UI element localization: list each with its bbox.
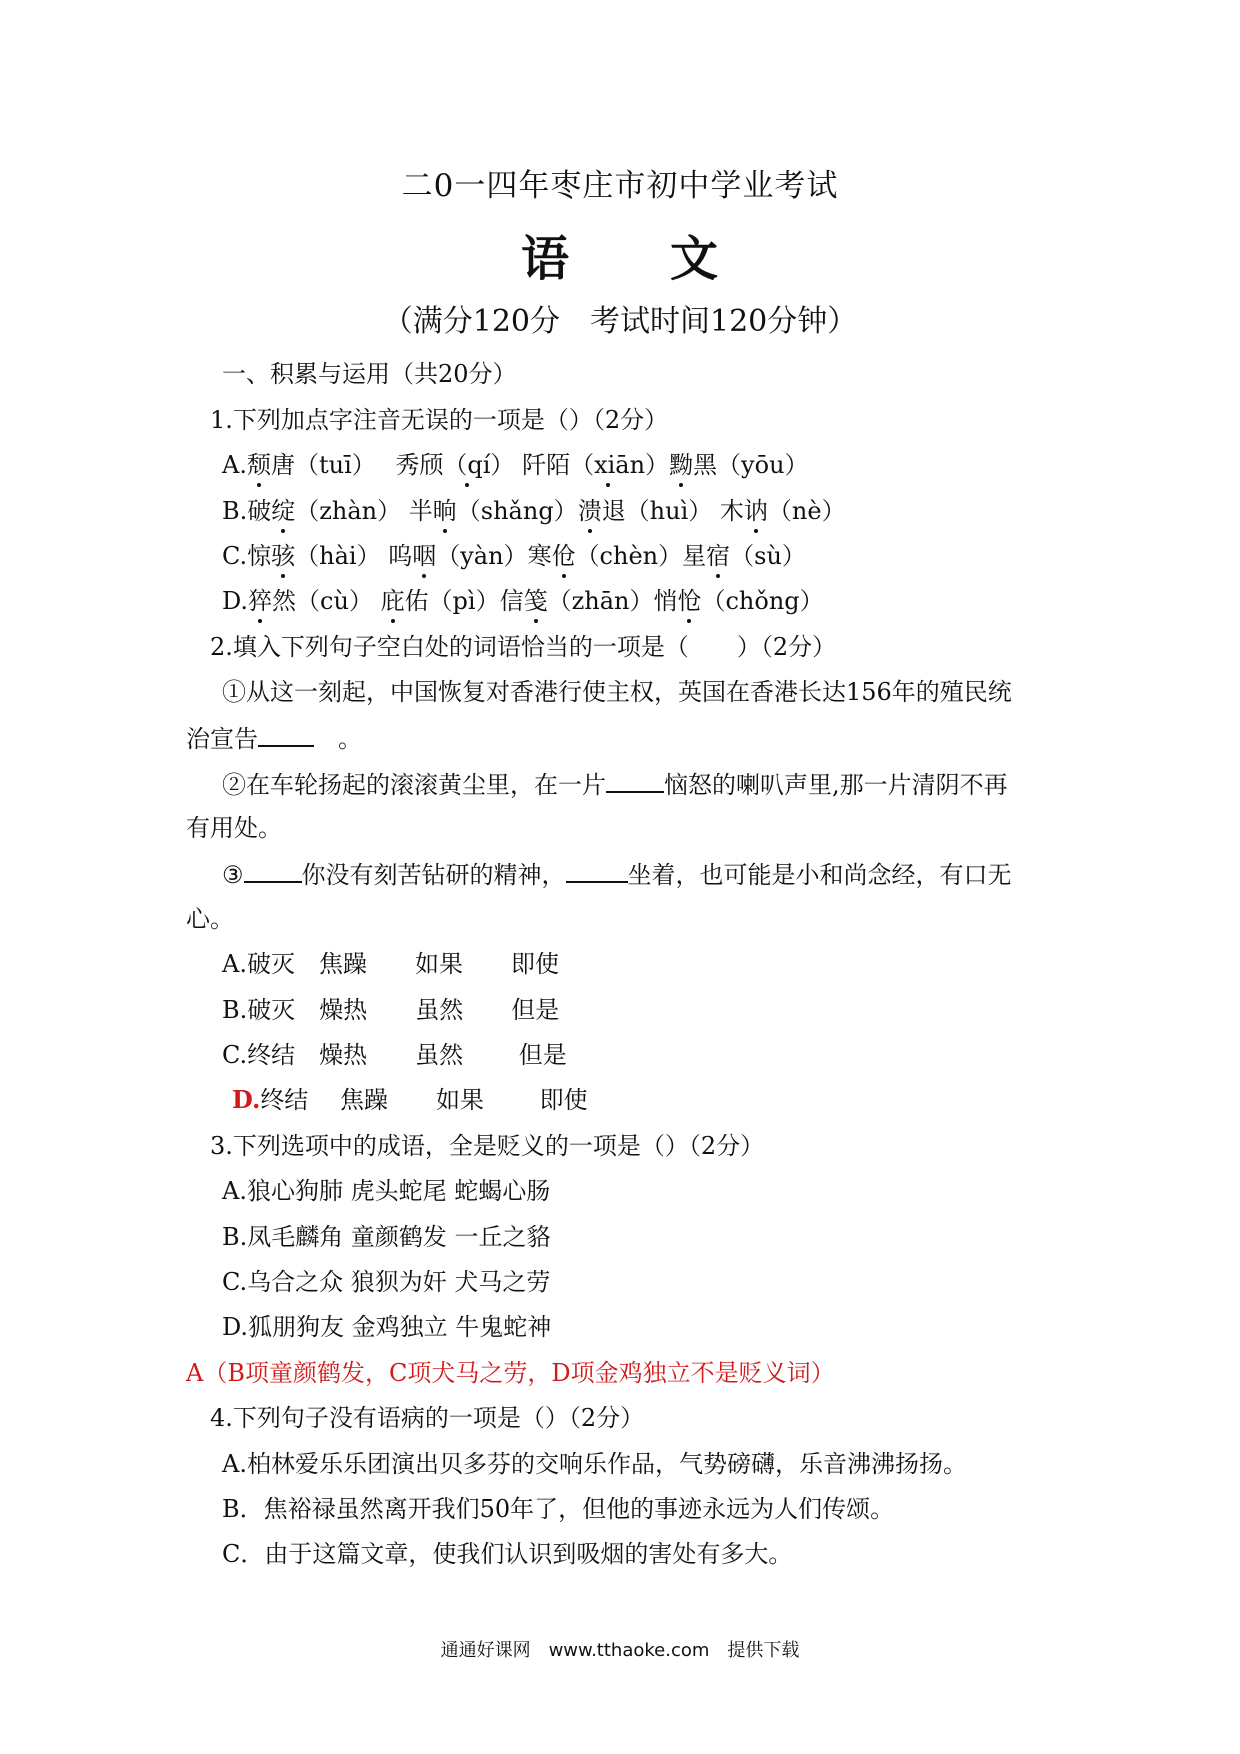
dotted-char: 绽: [271, 497, 296, 525]
text-segment: 终结 焦躁 如果 即使: [260, 1086, 588, 1114]
subject-char-1: 语: [520, 231, 570, 287]
dotted-char: 溃: [577, 497, 602, 525]
section-title: 一、积累与运用（共20分）: [222, 360, 517, 388]
exam-title: 二0一四年枣庄市初中学业考试: [401, 168, 839, 204]
dotted-char: 颀（qí）: [419, 451, 515, 479]
q4-option-b: B．焦裕禄虽然离开我们50年了，但他的事迹永远为人们传颂。: [222, 1495, 895, 1523]
text-segment: 黑（yōu）: [693, 451, 809, 479]
text-segment: （zhān）: [547, 587, 654, 615]
q2-sentence-1: ①从这一刻起，中国恢复对香港行使主权，英国在香港长达156年的殖民统: [222, 678, 1012, 706]
dotted-char: 骇: [271, 542, 296, 570]
text-segment: 星: [682, 542, 707, 570]
text-segment: （shǎng）: [456, 497, 578, 525]
dotted-char: 黝: [669, 451, 694, 479]
subject-char-2: 文: [670, 231, 720, 287]
exam-meta: （满分120分 考试时间120分钟）: [382, 304, 858, 339]
q4-stem: 4.下列句子没有语病的一项是（）（2分）: [210, 1404, 645, 1432]
dotted-char: 陌（xiān）: [546, 451, 670, 479]
dotted-char: 猝: [248, 587, 273, 615]
q1-option-c: [222, 540, 806, 572]
dotted-char: 晌: [432, 497, 457, 525]
text-segment: ③: [222, 861, 244, 889]
text-segment: 呜: [388, 542, 413, 570]
q1-option-a: [222, 449, 809, 481]
text-segment: 信: [499, 587, 524, 615]
q3-answer: A（B项童颜鹤发，C项犬马之劳，D项金鸡独立不是贬义词）: [186, 1359, 835, 1387]
text-segment: （chèn）: [575, 542, 683, 570]
dotted-char: 颓: [246, 451, 271, 479]
q3-option-c: C.乌合之众 狼狈为奸 犬马之劳: [222, 1268, 551, 1296]
dotted-char: 笺: [523, 587, 548, 615]
q4-option-a: A.柏林爱乐乐团演出贝多芬的交响乐作品，气势磅礴，乐音沸沸扬扬。: [222, 1450, 967, 1478]
text-segment: 悄: [653, 587, 678, 615]
fill-blank: [244, 857, 302, 883]
q3-stem: 3.下列选项中的成语，全是贬义的一项是（）（2分）: [210, 1132, 765, 1160]
dotted-char: 讷: [743, 497, 768, 525]
text-segment: 寒: [527, 542, 552, 570]
q1-stem: 1.下列加点字注音无误的一项是（）（2分）: [210, 406, 669, 434]
q2-option-b: B.破灭 燥热 虽然 但是: [222, 996, 560, 1024]
answer-label: D.: [232, 1085, 261, 1114]
text-segment: ②在车轮扬起的滚滚黄尘里，在一片: [222, 771, 606, 799]
text-segment: 坐着，也可能是小和尚念经，有口无: [627, 861, 1012, 889]
q2-sentence-3: [222, 857, 1012, 891]
text-segment: 佑（pì）: [404, 587, 500, 615]
q2-option-d: [232, 1084, 588, 1116]
text-segment: 退（huì）: [601, 497, 713, 525]
text-segment: 你没有刻苦钻研的精神，: [301, 861, 566, 889]
q2-sentence-3-cont: 心。: [186, 905, 234, 933]
q3-option-d: D.狐朋狗友 金鸡独立 牛鬼蛇神: [222, 1313, 552, 1341]
q3-option-b: B.凤毛麟角 童颜鹤发 一丘之貉: [222, 1223, 551, 1251]
subject-title: [0, 220, 1240, 289]
dotted-char: 伧: [551, 542, 576, 570]
text-segment: （nè）: [767, 497, 846, 525]
fill-blank: [606, 767, 664, 793]
page-footer: 通通好课网 www.tthaoke.com 提供下载: [440, 1640, 800, 1661]
text-segment: D.: [222, 587, 249, 615]
text-segment: （yàn）: [436, 542, 528, 570]
text-segment: 木: [719, 497, 744, 525]
q2-sentence-1-cont: [186, 721, 362, 755]
dotted-char: 庇: [380, 587, 405, 615]
text-segment: （zhàn）: [295, 497, 402, 525]
dotted-char: 宿: [706, 542, 731, 570]
q2-sentence-2: [222, 767, 1008, 801]
q2-stem: 2.填入下列句子空白处的词语恰当的一项是（ ）（2分）: [210, 633, 837, 661]
text-segment: A.: [222, 451, 247, 479]
text-segment: （chǒng）: [701, 587, 824, 615]
text-segment: 。: [338, 725, 362, 753]
q2-sentence-2-cont: 有用处。: [186, 814, 282, 842]
q4-option-c: C．由于这篇文章，使我们认识到吸烟的害处有多大。: [222, 1540, 793, 1568]
text-segment: 阡: [522, 451, 547, 479]
text-segment: （sù）: [730, 542, 806, 570]
q2-option-a: A.破灭 焦躁 如果 即使: [222, 950, 559, 978]
q1-option-b: [222, 495, 846, 527]
text-segment: 唐（tuī）: [270, 451, 364, 479]
text-segment: 秀: [395, 451, 420, 479]
dotted-char: 怆: [677, 587, 702, 615]
text-segment: 然（cù）: [272, 587, 373, 615]
text-segment: C.惊: [222, 542, 272, 570]
q1-option-d: [222, 585, 824, 617]
q2-option-c: C.终结 燥热 虽然 但是: [222, 1041, 567, 1069]
text-segment: （hài）: [295, 542, 381, 570]
text-segment: B.破: [222, 497, 272, 525]
text-segment: 治宣告: [186, 725, 258, 753]
dotted-char: 咽: [412, 542, 437, 570]
fill-blank: [566, 857, 628, 883]
q3-option-a: A.狼心狗肺 虎头蛇尾 蛇蝎心肠: [222, 1177, 551, 1205]
text-segment: 半: [408, 497, 433, 525]
fill-blank: [258, 721, 314, 747]
text-segment: 恼怒的喇叭声里,那一片清阴不再: [664, 771, 1008, 799]
